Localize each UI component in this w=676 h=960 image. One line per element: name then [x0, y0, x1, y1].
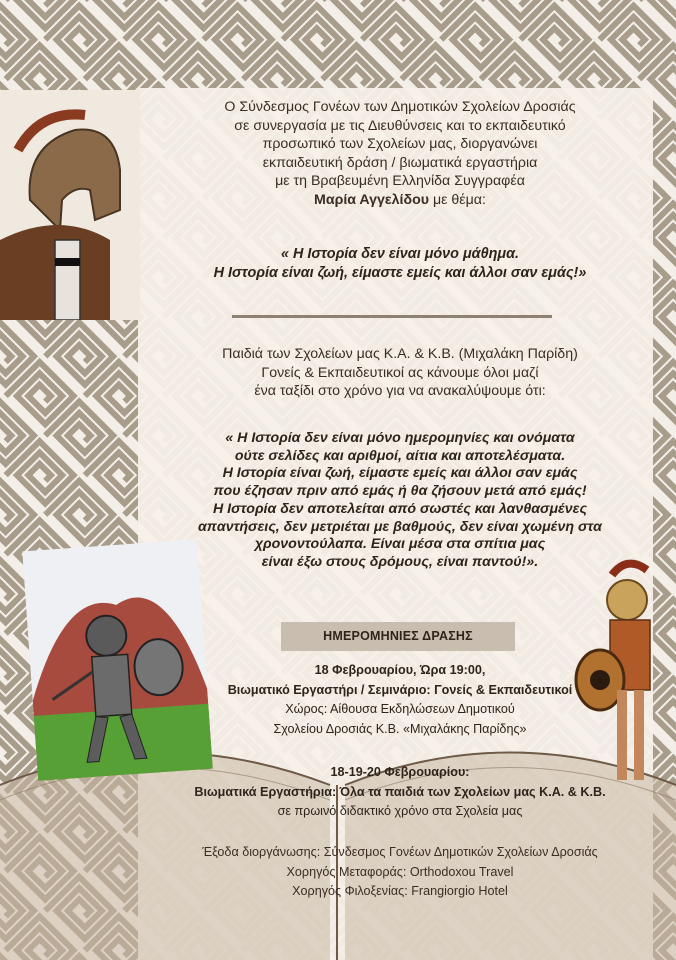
- invitation-line: ένα ταξίδι στο χρόνο για να ανακαλύψουμε ότι:: [254, 383, 546, 399]
- quote-line: που έζησαν πριν από εμάς ή θα ζήσουν μετά από εμάς!: [213, 483, 587, 500]
- intro-text: [140, 98, 660, 210]
- organizer-line: Έξοδα διοργάνωσης: Σύνδεσμος Γονέων Δημοτικών Σχολείων Δροσιάς: [202, 845, 598, 859]
- intro-line: σε συνεργασία με τις Διευθύνσεις και το εκπαιδευτικό: [234, 117, 566, 134]
- quote-line: « Η Ιστορία δεν είναι μόνο ημερομηνίες και ονόματα: [225, 430, 575, 446]
- event-date: 18-19-20 Φεβρουαρίου:: [330, 765, 470, 779]
- main-quote: [140, 245, 660, 282]
- event-student-workshops: [170, 763, 630, 822]
- sponsors-footer: [150, 843, 650, 902]
- event-parents-seminar: [180, 661, 620, 739]
- topic-label: με θέμα:: [429, 191, 486, 208]
- quote-line: απαντήσεις, δεν μετριέται με βαθμούς, δεν είναι χωμένη στα: [198, 518, 602, 535]
- invitation-line: Παιδιά των Σχολείων μας Κ.Α. & Κ.Β. (Μιχαλάκη Παρίδη): [222, 346, 578, 362]
- event-venue: Σχολείου Δροσιάς Κ.Β. «Μιχαλάκης Παρίδης»: [273, 721, 527, 736]
- quote-line: Η Ιστορία είναι ζωή, είμαστε εμείς και άλλοι σαν εμάς: [222, 465, 578, 482]
- event-date: 18 Φεβρουαρίου, Ώρα 19:00,: [314, 663, 486, 677]
- quote-line: είναι έξω στους δρόμους, είναι παντού!».: [261, 553, 539, 570]
- quote-line: Η Ιστορία είναι ζωή, είμαστε εμείς και άλλοι σαν εμάς!»: [213, 264, 587, 281]
- event-title: Βιωματικά Εργαστήρια: Όλα τα παιδιά των Σχολείων μας Κ.Α. & Κ.Β.: [194, 784, 606, 799]
- quote-line: ούτε σελίδες και αριθμοί, αίτια και αποτελέσματα.: [234, 447, 566, 464]
- intro-line: εκπαιδευτική δράση / βιωματικά εργαστήρια: [262, 154, 538, 171]
- invitation-line: Γονείς & Εκπαιδευτικοί ας κάνουμε όλοι μαζί: [261, 364, 539, 381]
- intro-line: Ο Σύνδεσμος Γονέων των Δημοτικών Σχολείων Δροσιάς: [224, 99, 576, 115]
- warrior-with-shield-drawing: [22, 539, 213, 781]
- divider-line: [232, 315, 552, 318]
- invitation-text: [140, 345, 660, 401]
- intro-line: με τη Βραβευμένη Ελληνίδα Συγγραφέα: [275, 173, 525, 190]
- quote-line: « Η Ιστορία δεν είναι μόνο μάθημα.: [280, 246, 519, 262]
- intro-line: προσωπικό των Σχολείων μας, διοργανώνει: [262, 136, 538, 153]
- intro-topic-line: [140, 191, 660, 210]
- hospitality-sponsor-line: Χορηγός Φιλοξενίας: Frangiorgio Hotel: [292, 884, 508, 898]
- transport-sponsor-line: Χορηγός Μεταφοράς: Orthodoxou Travel: [286, 864, 514, 879]
- event-title: Βιωματικό Εργαστήρι / Σεμινάριο: Γονείς & Εκπαιδευτικοί: [227, 682, 573, 697]
- event-venue: Χώρος: Αίθουσα Εκδηλώσεων Δημοτικού: [285, 702, 515, 716]
- quote-line: χρονοντούλαπα. Είναι μέσα στα σπίτια μας: [254, 536, 546, 553]
- spartan-helmet-drawing: [0, 90, 140, 320]
- history-quote: [140, 430, 660, 572]
- dates-heading: ΗΜΕΡΟΜΗΝΙΕΣ ΔΡΑΣΗΣ: [281, 622, 515, 651]
- event-note: σε πρωινό διδακτικό χρόνο στα Σχολεία μας: [277, 804, 523, 818]
- author-name: Μαρία Αγγελίδου: [314, 191, 430, 208]
- quote-line: Η Ιστορία δεν αποτελείται από σωστές και λανθασμένες: [212, 500, 588, 517]
